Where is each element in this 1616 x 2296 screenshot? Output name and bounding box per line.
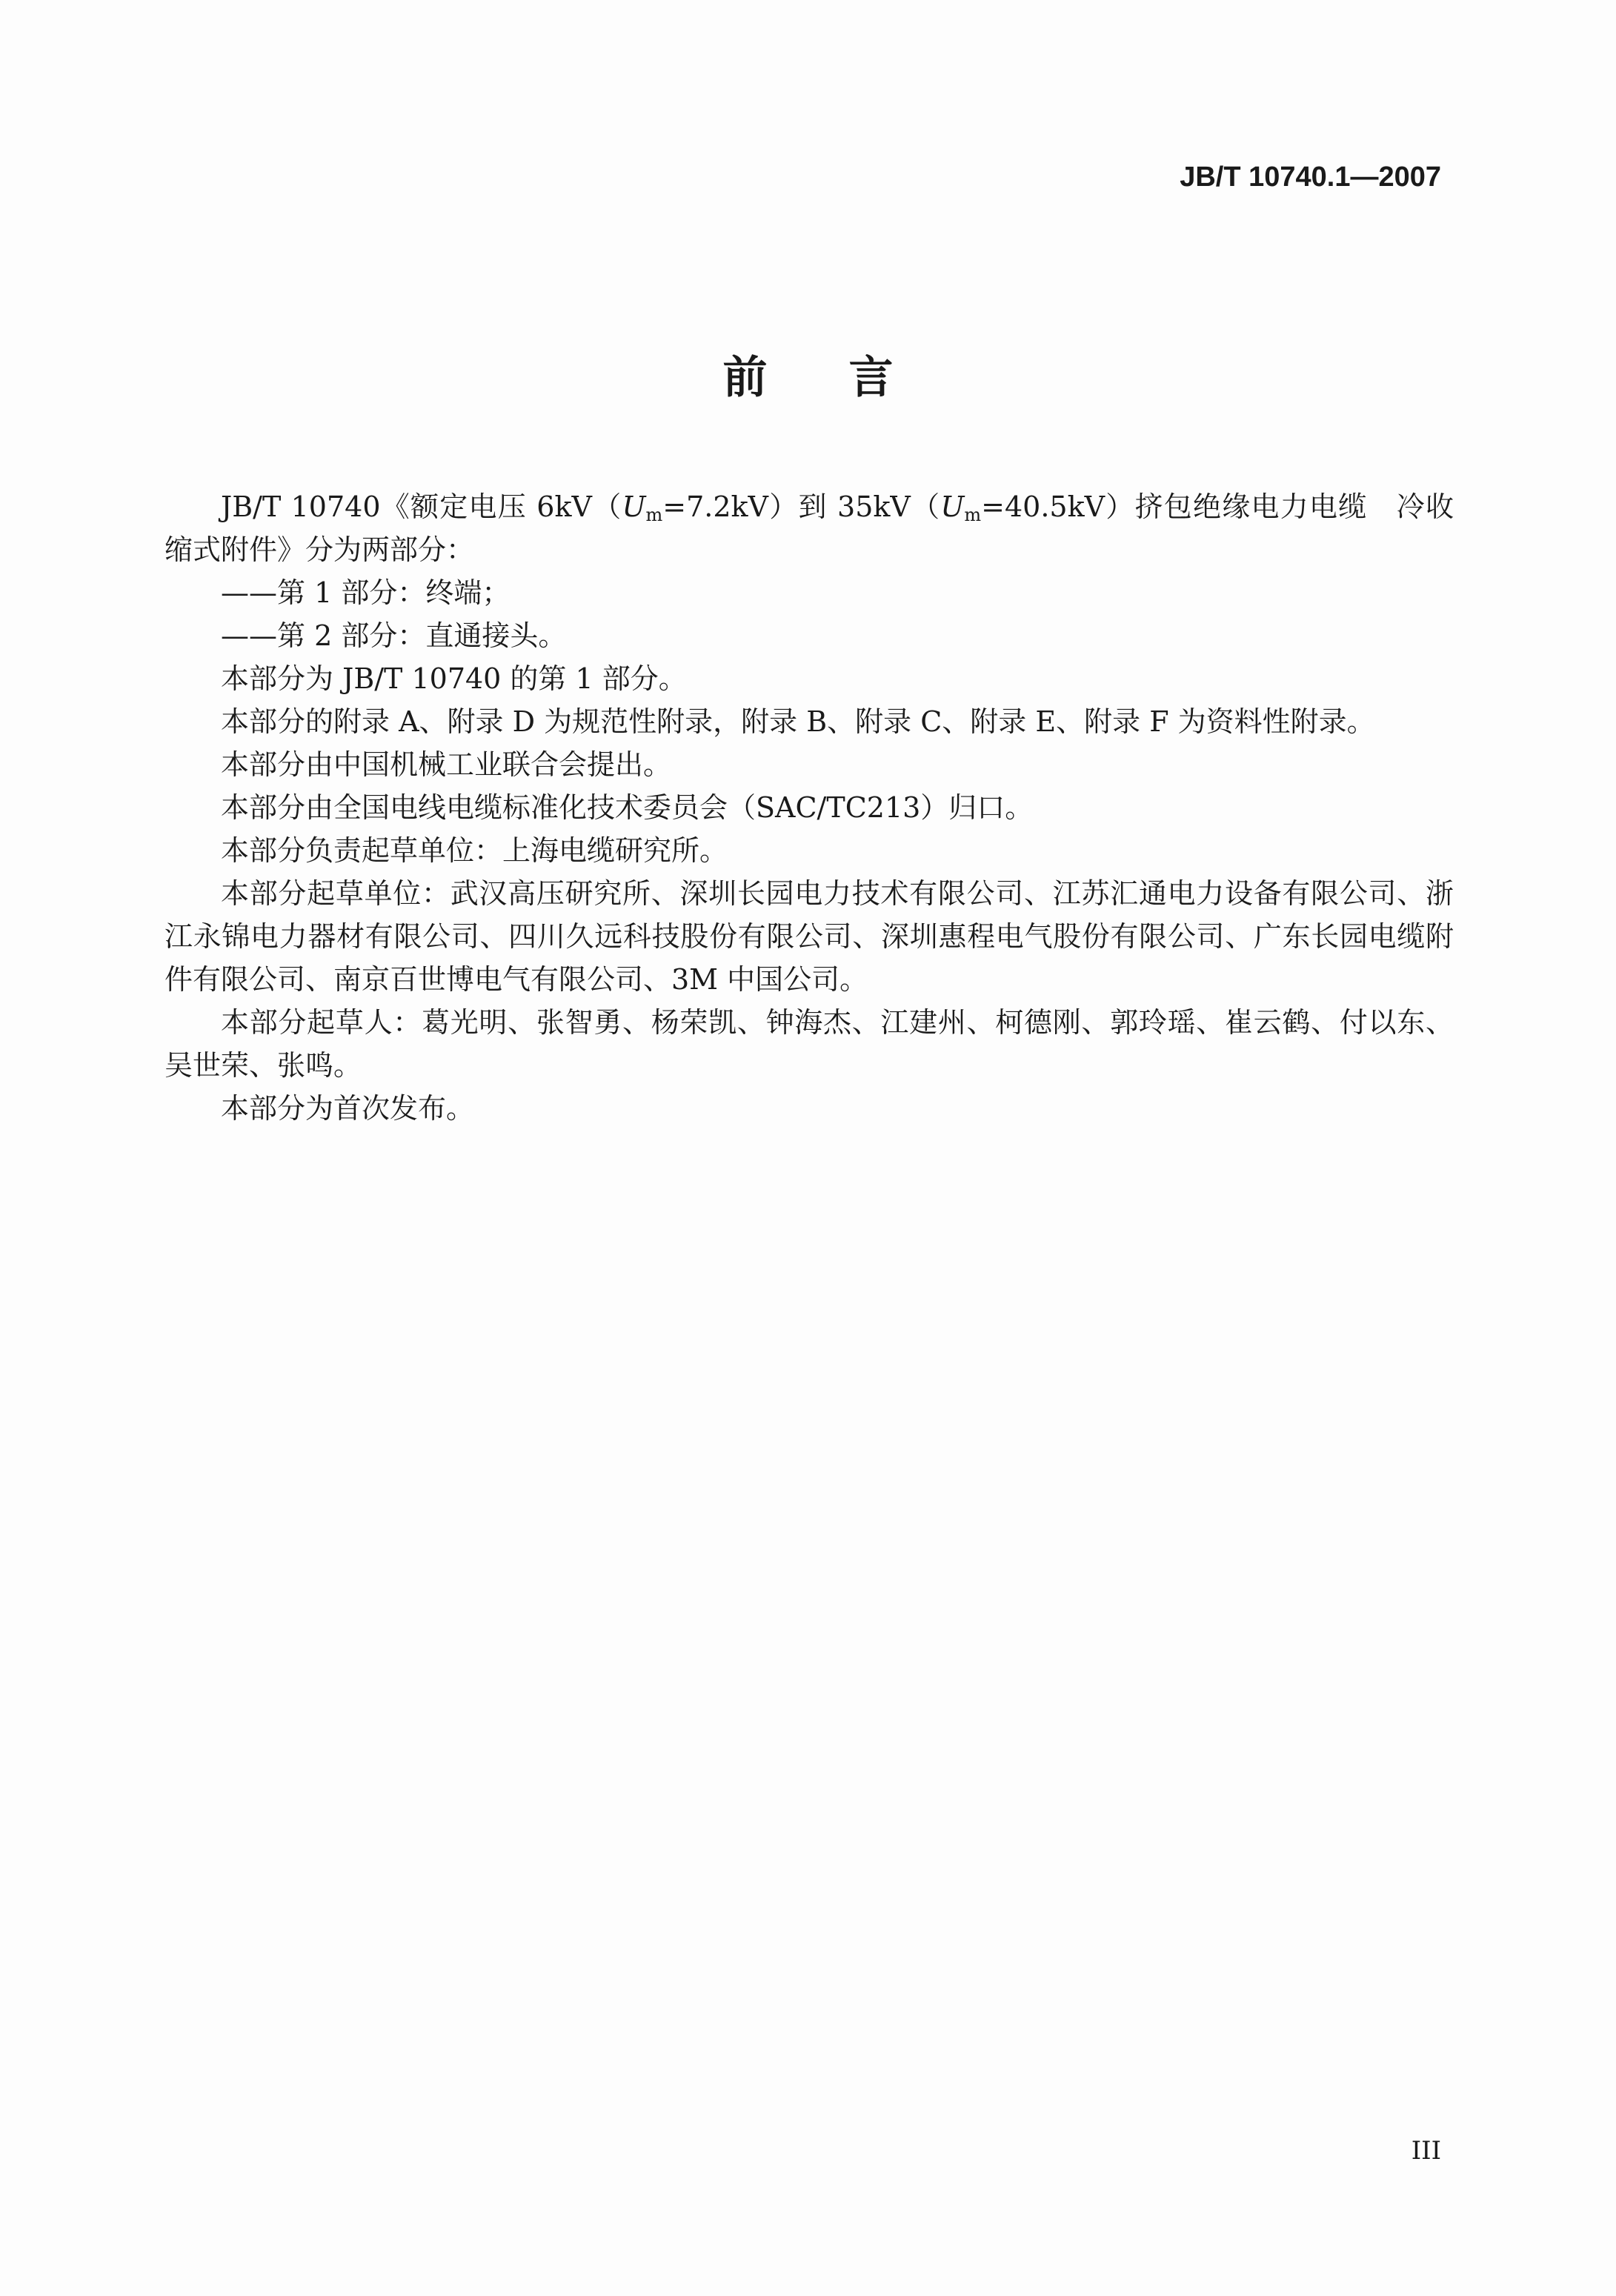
paragraph-drafters: 本部分起草人：葛光明、张智勇、杨荣凯、钟海杰、江建州、柯德刚、郭玲瑶、崔云鹤、付以东、吴世荣、张鸣。 (164, 1006, 1454, 1082)
intro-text-2: =7.2kV）到 35kV（ (662, 490, 941, 523)
voltage-subscript-2: m (964, 505, 982, 525)
intro-text-1: JB/T 10740《额定电压 6kV（ (221, 490, 622, 523)
list-item-part-2: ——第 2 部分：直通接头。 (221, 619, 567, 652)
page-number: III (1411, 2136, 1441, 2166)
page-title: 前言 (722, 352, 975, 404)
voltage-subscript-1: m (645, 505, 663, 525)
voltage-symbol-1: U (622, 490, 646, 523)
standard-number: JB/T 10740.1—2007 (1180, 162, 1441, 193)
paragraph-part-statement: 本部分为 JB/T 10740 的第 1 部分。 (221, 662, 687, 695)
document-body (164, 485, 1454, 1130)
paragraph-proposed-by: 本部分由中国机械工业联合会提出。 (221, 748, 672, 781)
intro-paragraph (164, 485, 1454, 571)
voltage-symbol-2: U (940, 490, 965, 523)
paragraph-first-release: 本部分为首次发布。 (221, 1092, 475, 1125)
intro-text-3: =40.5kV）挤包绝缘电力电缆 冷收缩式附件》分为两部分： (164, 490, 1454, 566)
paragraph-annexes: 本部分的附录 A、附录 D 为规范性附录，附录 B、附录 C、附录 E、附录 F 为资料性附录。 (221, 705, 1375, 738)
list-item-part-1: ——第 1 部分：终端； (221, 576, 511, 609)
paragraph-responsible-unit: 本部分负责起草单位：上海电缆研究所。 (221, 834, 728, 867)
paragraph-drafting-units: 本部分起草单位：武汉高压研究所、深圳长园电力技术有限公司、江苏汇通电力设备有限公司、浙江永锦电力器材有限公司、四川久远科技股份有限公司、深圳惠程电气股份有限公司、广东长园电缆附件有限公司、南京百世博电气有限公司、3M 中国公司。 (164, 877, 1454, 996)
paragraph-centralized-by: 本部分由全国电线电缆标准化技术委员会（SAC/TC213）归口。 (221, 791, 1034, 824)
